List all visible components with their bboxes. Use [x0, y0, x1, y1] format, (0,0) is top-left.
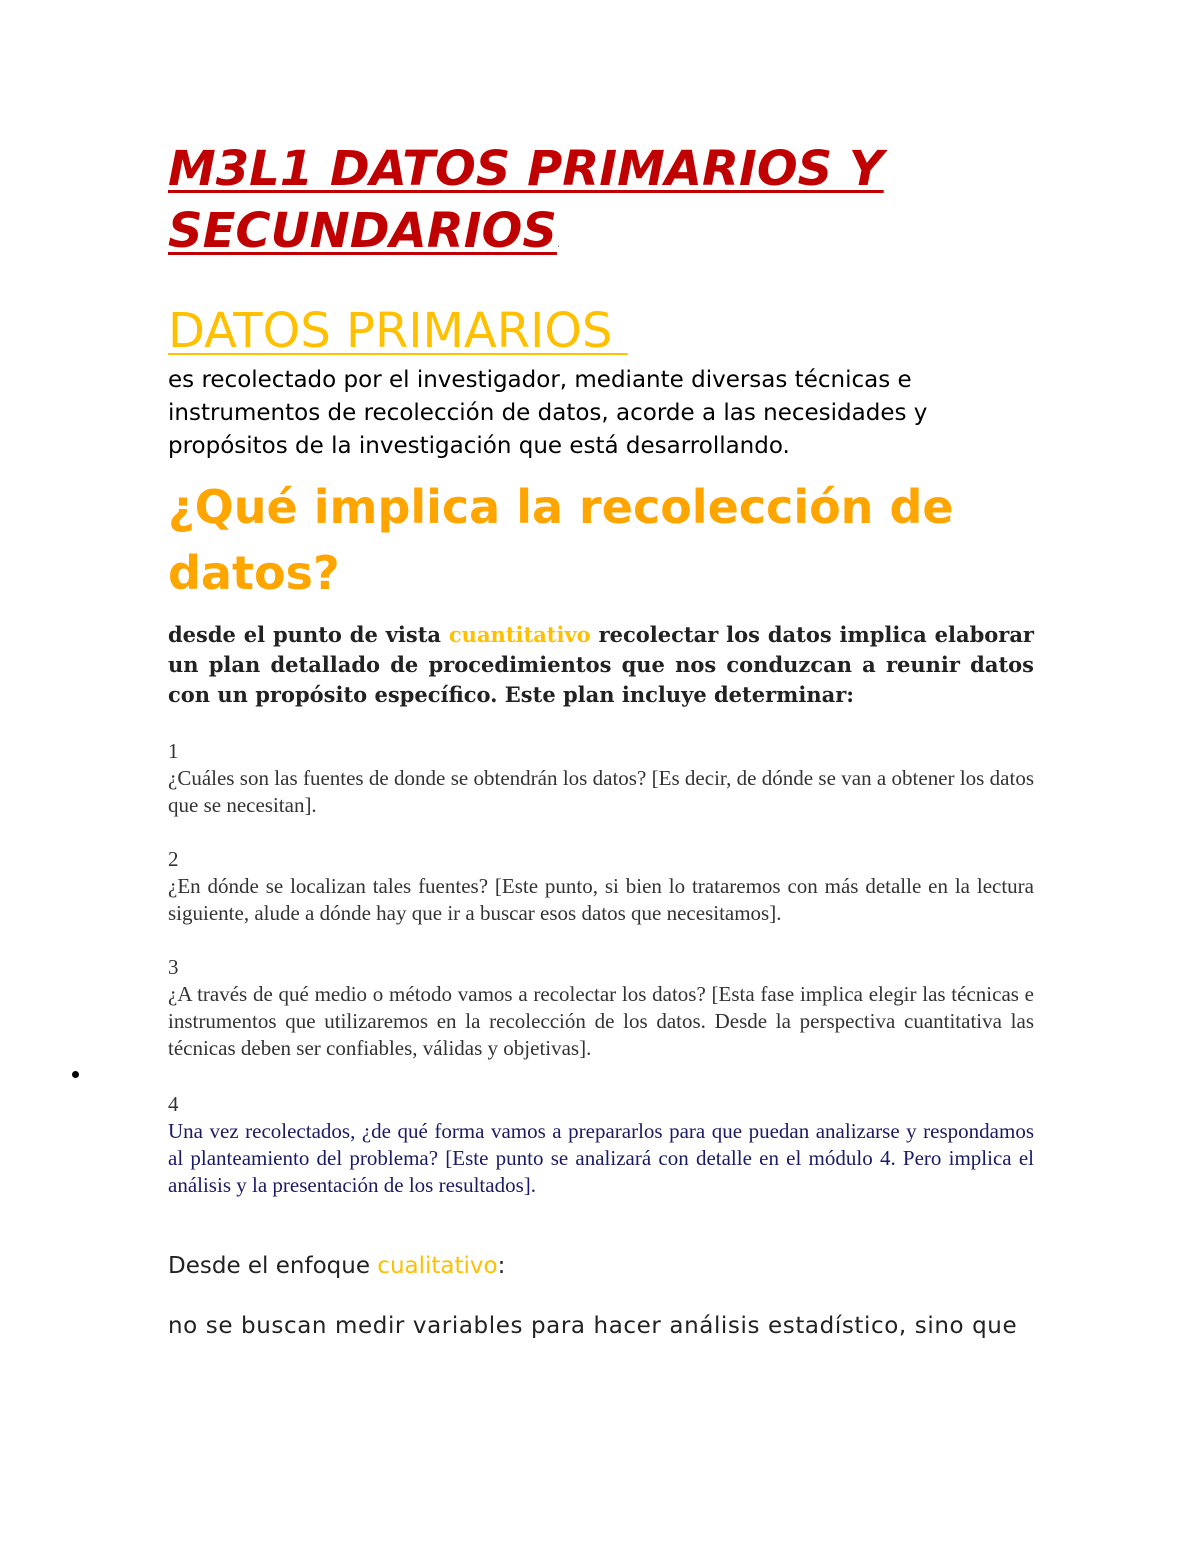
- cuantitativo-text-after: recolectar los datos implica elaborar un plan detallado de procedimientos que nos conduzcan a reunir datos con un propósito específico. Este plan incluye determinar:: [168, 622, 1034, 707]
- title-line-1: M3L1 DATOS PRIMARIOS Y: [168, 141, 884, 197]
- title-mark: .: [556, 239, 561, 250]
- list-item: [168, 846, 1034, 927]
- item-text: ¿A través de qué medio o método vamos a recolectar los datos? [Esta fase implica elegir las técnicas e instrumentos que utilizaremos en la recolección de los datos. Desde la perspectiva cuantitativa las técnicas deben ser confiables, válidas y objetivas].: [168, 982, 1034, 1060]
- item-number: 2: [168, 847, 179, 871]
- cuantitativo-highlight: cuantitativo: [448, 622, 591, 647]
- cualitativo-highlight: cualitativo: [377, 1253, 498, 1279]
- cualitativo-text-after: :: [497, 1253, 506, 1279]
- item-text: ¿En dónde se localizan tales fuentes? [Este punto, si bien lo trataremos con más detalle en la lectura siguiente, alude a dónde hay que ir a buscar esos datos que necesitamos].: [168, 874, 1034, 925]
- item-text: Una vez recolectados, ¿de qué forma vamos a prepararlos para que puedan analizarse y respondamos al planteamiento del problema? [Este punto se analizará con detalle en el módulo 4. Pero implica el análisis y la presentación de los resultados].: [168, 1119, 1034, 1197]
- bullet-dot: [72, 1071, 79, 1078]
- cualitativo-description: no se buscan medir variables para hacer análisis estadístico, sino que: [168, 1313, 1018, 1339]
- heading-datos-primarios: DATOS PRIMARIOS: [168, 303, 628, 359]
- list-item: [168, 954, 1034, 1062]
- list-item: [168, 738, 1034, 819]
- item-number: 4: [168, 1092, 179, 1116]
- title-line-2: SECUNDARIOS: [168, 203, 557, 259]
- list-item: [168, 1091, 1034, 1199]
- item-text: ¿Cuáles son las fuentes de donde se obtendrán los datos? [Es decir, de dónde se van a obtener los datos que se necesitan].: [168, 766, 1034, 817]
- intro-paragraph: es recolectado por el investigador, mediante diversas técnicas e instrumentos de recolección de datos, acorde a las necesidades y propósitos de la investigación que está desarrollando.: [168, 367, 928, 459]
- item-number: 1: [168, 739, 179, 763]
- cualitativo-text-before: Desde el enfoque: [168, 1253, 378, 1279]
- item-number: 3: [168, 955, 179, 979]
- cualitativo-paragraph: [168, 1250, 505, 1282]
- heading-recoleccion-question: ¿Qué implica la recolección de datos?: [168, 480, 954, 600]
- cuantitativo-paragraph: [168, 620, 1034, 710]
- document-title: [168, 138, 968, 276]
- cuantitativo-text-before: desde el punto de vista: [168, 622, 449, 647]
